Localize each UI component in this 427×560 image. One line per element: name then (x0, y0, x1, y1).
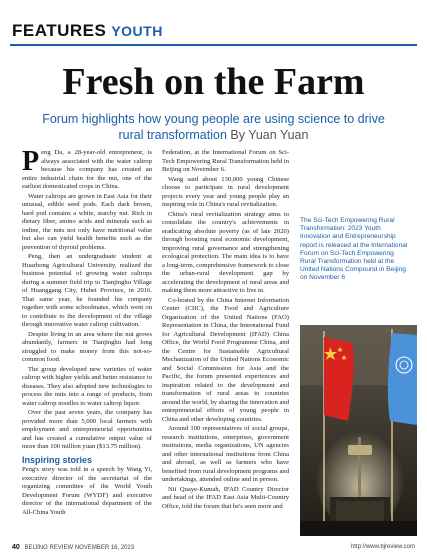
category-label: YOUTH (111, 23, 163, 39)
publication-info: BEIJING REVIEW NOVEMBER 16, 2023 (24, 545, 135, 551)
header-rule (10, 44, 417, 46)
subheading: Inspiring stories (22, 454, 93, 465)
subtitle-text: Forum highlights how young people are using science to drive rural transformation (42, 112, 385, 142)
footer-left (12, 544, 134, 551)
drop-cap: P (22, 149, 40, 177)
article-column-2 (162, 149, 289, 541)
paragraph: The group developed new varieties of water caltrop with higher yields and better resistance to diseases. They also adopted new technologies to process the nuts into a range of products, from water caltrop noodles to water caltrop liquor. (22, 365, 152, 407)
paragraph: Despite living in an area where the nut grows abundantly, farmers in Tianjinghu had long struggled to make money from this not-so-common food. (22, 330, 152, 363)
paragraph: Federation, at the International Forum on Sci-Tech Empowering Rural Transformation held in Beijing on November 6. (162, 149, 289, 173)
page-footer (12, 544, 415, 554)
page-number: 40 (12, 544, 20, 551)
paragraph-text: eng Da, a 28-year-old entrepreneur, is always associated with the water caltrop because his company has created an entire industrial chain for the nut, one of the earliest domesticated crops in China. (22, 149, 152, 190)
event-photo (300, 325, 417, 536)
article-subtitle (40, 111, 387, 143)
website-url: http://www.bjreview.com (350, 544, 415, 550)
article-column-1 (22, 149, 152, 541)
paragraph: Over the past seven years, the company has provided more than 5,000 local farmers with employment and entrepreneurial opportunities and has created a cumulative output value of more than 100 million yuan ($13.75 million). (22, 409, 152, 450)
paragraph: Water caltrops are grown in East Asia for their unusual, edible seed pods. Each dark brown, hard pod contains a white, starchy nut. Rich in dietary fiber, amino acids and minerals such as iodine, the nuts not only have nutritional value but also can yield health benefits such as the prevention of thyroid problems. (22, 192, 152, 251)
paragraph: Nii Quaye-Kumah, IFAD Country Director and head of the IFAD East Asia Multi-Country Office, told the forum that he's seen more and (162, 485, 289, 510)
article-title: Fresh on the Farm (62, 61, 365, 103)
paragraph: China's rural revitalization strategy aims to consolidate the country's achievements in eradicating absolute poverty (as of late 2020) through boosting rural economic development, improving rural governance and strengthening ecological protection. The main idea is to have a long-term, comprehensive framework to close the urban-rural development gap by accelerating the development of rural areas and making them more attractive to live in. (162, 210, 289, 294)
photo-caption: The Sci-Tech Empowering Rural Transformation: 2023 Youth Innovation and Entrepreneurship report is released at the International Forum on Sci-Tech Empowering Rural Transformation held at the United Nations Compound in Beijing on November 6 (300, 217, 408, 282)
section-header (12, 21, 163, 41)
paragraph: Co-hosted by the China Internet Information Center (CIIC), the Food and Agriculture Organization of the United Nations (FAO) Representation in China, the International Fund for Agricultural Development (IFAD) China Office, the World Food Programme China, and the Centre for Sustainable Agricultural Mechanization of the United Nations Economic and Social Commission for Asia and the Pacific, the forum presented experiences and inspiration related to the development and transformation of rural areas to countries around the world, by sharing the innovation and entrepreneurial efforts of young people in China and other developing countries. (162, 296, 289, 423)
photo-illustration (300, 325, 417, 536)
byline: By Yuan Yuan (230, 128, 309, 142)
paragraph: Peng, then an undergraduate student at Huazhong Agricultural University, realized the business potential of growing water caltrops during a summer field trip to Tianjinghu Village of Huanggang City, Hubei Province, in 2016. That same year, he founded his company together with some schoolmates, which went on to contribute to the development of the village through innovative water caltrop cultivation. (22, 253, 152, 328)
paragraph: Peng's story was told in a speech by Wang Yi, executive director of the secretariat of the organizing committee of the World Youth Development Forum (WYDF) and executive director of the international department of the All-China Youth (22, 466, 152, 516)
paragraph (22, 149, 152, 192)
paragraph: Wang said about 130,000 young Chinese choose to participate in rural development projects every year and young people play an inspiring role in China's rural revitalization. (162, 175, 289, 208)
paragraph: Around 100 representatives of social groups, research institutions, enterprises, government institutions, media organizations, UN agencies and other international institutions from China and abroad, as well as farmers who have benefited from rural development programs and undertakings, attended online and in person. (162, 425, 289, 483)
section-label: FEATURES (12, 21, 107, 40)
